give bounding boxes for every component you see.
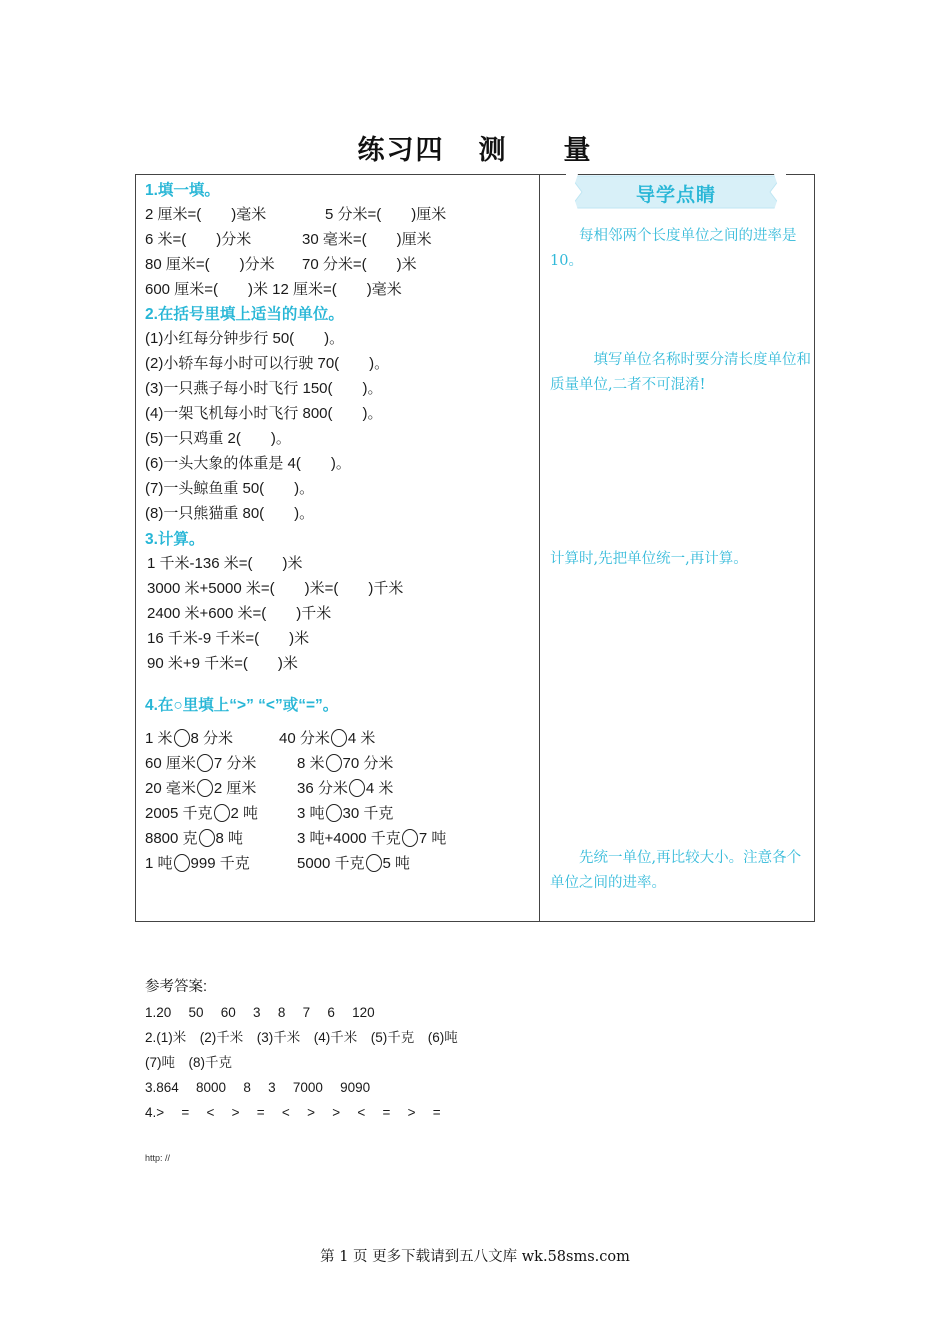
calc-item: 3000 米+5000 米=( )米=( )千米 <box>147 580 404 597</box>
compare-left: 40 分米 <box>279 730 330 747</box>
compare-circle[interactable] <box>199 829 215 847</box>
answer-line: 2.(1)米 (2)千米 (3)千米 (4)千米 (5)千克 (6)吨 <box>145 1030 458 1045</box>
fill-item: 6 米=( )分米 <box>145 231 252 248</box>
compare-circle[interactable] <box>331 729 347 747</box>
unit-item: (6)一头大象的体重是 4( )。 <box>145 455 351 472</box>
compare-left: 8 米 <box>297 755 325 772</box>
compare-right: 2 吨 <box>230 805 259 822</box>
title-part-2: 测 <box>478 135 508 166</box>
answer-line: (7)吨 (8)千克 <box>145 1055 232 1070</box>
fill-item: 600 厘米=( )米 12 厘米=( )毫米 <box>145 281 402 298</box>
compare-circle[interactable] <box>174 854 190 872</box>
fill-item: 30 毫米=( )厘米 <box>302 231 432 248</box>
compare-circle[interactable] <box>174 729 190 747</box>
compare-item <box>297 827 446 848</box>
compare-right: 4 米 <box>347 730 376 747</box>
answer-line: 3.864 8000 8 3 7000 9090 <box>145 1080 371 1095</box>
unit-item: (7)一头鲸鱼重 50( )。 <box>145 480 315 497</box>
url-text: http: // <box>145 1153 171 1163</box>
compare-left: 1 吨 <box>145 855 173 872</box>
fill-item: 80 厘米=( )分米 <box>145 256 275 273</box>
tip-text: 填写单位名称时要分清长度单位和质量单位,二者不可混淆! <box>550 352 811 393</box>
compare-item <box>145 727 233 748</box>
compare-left: 2005 千克 <box>145 805 213 822</box>
compare-left: 3 吨 <box>297 805 325 822</box>
compare-right: 8 分米 <box>190 730 234 747</box>
compare-right: 2 厘米 <box>213 780 257 797</box>
compare-circle[interactable] <box>349 779 365 797</box>
fill-item: 2 厘米=( )毫米 <box>145 206 267 223</box>
unit-item: (5)一只鸡重 2( )。 <box>145 430 291 447</box>
page-title <box>0 128 950 167</box>
calc-item: 2400 米+600 米=( )千米 <box>147 605 332 622</box>
compare-right: 999 千克 <box>190 855 250 872</box>
compare-right: 5 吨 <box>382 855 411 872</box>
compare-right: 7 分米 <box>213 755 257 772</box>
compare-right: 4 米 <box>365 780 394 797</box>
compare-right: 30 千克 <box>342 805 394 822</box>
section-3-heading: 3.计算。 <box>145 531 205 548</box>
compare-left: 1 米 <box>145 730 173 747</box>
compare-left: 3 吨+4000 千克 <box>297 830 401 847</box>
compare-left: 8800 克 <box>145 830 198 847</box>
compare-circle[interactable] <box>402 829 418 847</box>
compare-right: 8 吨 <box>215 830 244 847</box>
compare-circle[interactable] <box>326 754 342 772</box>
column-divider <box>539 174 540 922</box>
compare-item <box>145 852 250 873</box>
compare-left: 60 厘米 <box>145 755 196 772</box>
calc-item: 1 千米-136 米=( )米 <box>147 555 303 572</box>
fill-item: 5 分米=( )厘米 <box>325 206 447 223</box>
compare-item <box>297 777 393 798</box>
unit-item: (8)一只熊猫重 80( )。 <box>145 505 315 522</box>
compare-item <box>297 852 410 873</box>
fill-item: 70 分米=( )米 <box>302 256 417 273</box>
tip-text: 先统一单位,再比较大小。注意各个单位之间的进率。 <box>550 850 802 891</box>
answer-line: 1.20 50 60 3 8 7 6 120 <box>145 1005 375 1020</box>
banner-label: 导学点睛 <box>635 185 716 206</box>
unit-item: (4)一架飞机每小时飞行 800( )。 <box>145 405 383 422</box>
compare-right: 7 吨 <box>418 830 447 847</box>
compare-item <box>145 752 256 773</box>
section-2-heading: 2.在括号里填上适当的单位。 <box>145 306 344 323</box>
tip-text: 每相邻两个长度单位之间的进率是 10。 <box>550 228 797 269</box>
calc-item: 16 千米-9 千米=( )米 <box>147 630 310 647</box>
unit-item: (3)一只燕子每小时飞行 150( )。 <box>145 380 383 397</box>
title-part-3: 量 <box>563 135 593 166</box>
compare-left: 20 毫米 <box>145 780 196 797</box>
unit-item: (2)小轿车每小时可以行驶 70( )。 <box>145 355 390 372</box>
section-1-heading: 1.填一填。 <box>145 182 220 199</box>
compare-item <box>145 802 258 823</box>
title-part-1: 练习四 <box>357 135 445 166</box>
compare-circle[interactable] <box>326 804 342 822</box>
compare-item <box>297 802 393 823</box>
compare-left: 36 分米 <box>297 780 348 797</box>
compare-right: 70 分米 <box>342 755 394 772</box>
compare-circle[interactable] <box>214 804 230 822</box>
calc-item: 90 米+9 千米=( )米 <box>147 655 298 672</box>
answer-line: 4.> = < > = < > > < = > = <box>145 1105 441 1120</box>
tip-text: 计算时,先把单位统一,再计算。 <box>550 551 748 567</box>
compare-item <box>297 752 393 773</box>
compare-item <box>145 777 256 798</box>
compare-left: 5000 千克 <box>297 855 365 872</box>
compare-circle[interactable] <box>197 754 213 772</box>
compare-circle[interactable] <box>366 854 382 872</box>
page-footer: 第 1 页 更多下载请到五八文库 wk.58sms.com <box>320 1249 630 1265</box>
compare-item <box>279 727 375 748</box>
section-4-heading: 4.在○里填上“>” “<”或“=”。 <box>145 697 339 714</box>
answers-heading: 参考答案: <box>145 979 208 995</box>
compare-circle[interactable] <box>197 779 213 797</box>
compare-item <box>145 827 243 848</box>
unit-item: (1)小红每分钟步行 50( )。 <box>145 330 345 347</box>
